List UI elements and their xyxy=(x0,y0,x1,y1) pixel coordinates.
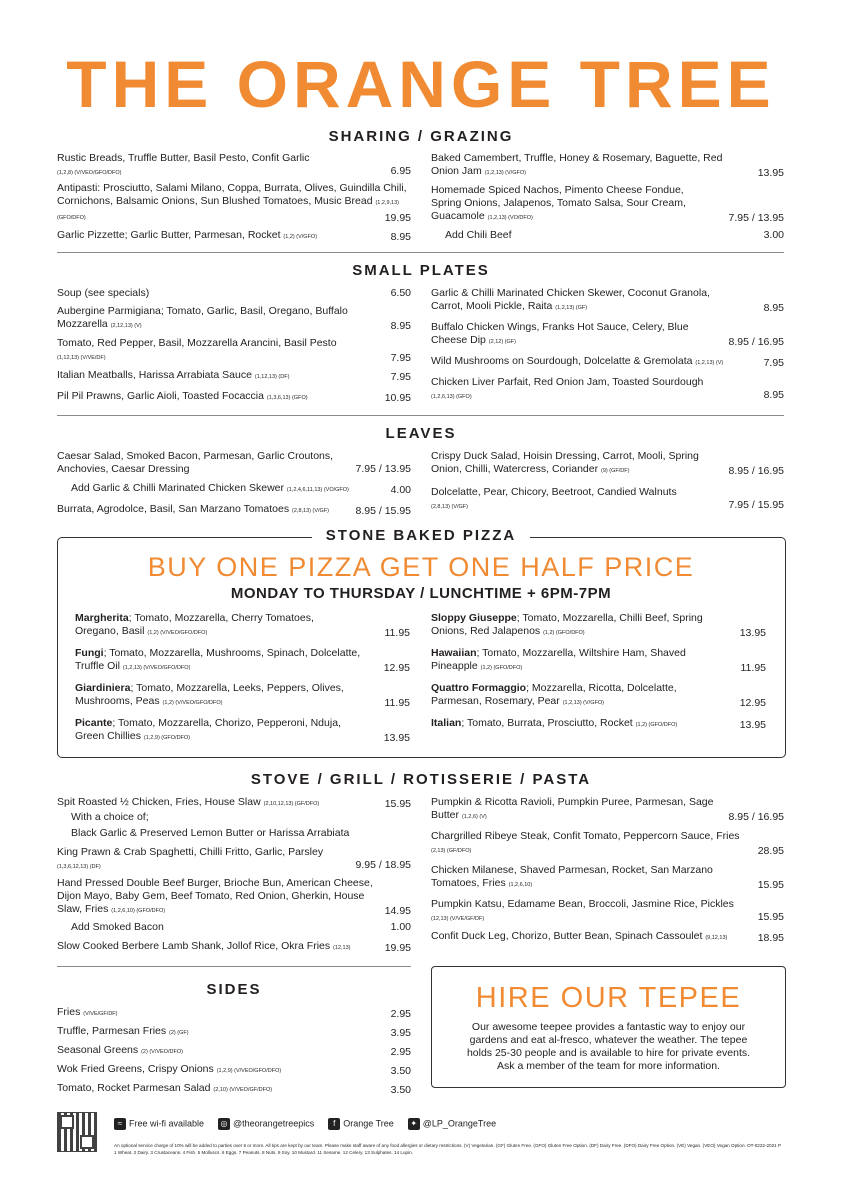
menu-item: Margherita; Tomato, Mozzarella, Cherry Tomatoes, Oregano, Basil (1,2) (V/VEO/GFO/DFO) 11.95 xyxy=(75,612,410,639)
tepee-box xyxy=(431,966,786,1088)
menu-item: Add Chili Beef 3.00 xyxy=(445,229,784,241)
menu-item: Pumpkin Katsu, Edamame Bean, Broccoli, Jasmine Rice, Pickles (12,13) (V/VE/GF/DF) 15.95 xyxy=(431,898,784,923)
menu-item: Chicken Liver Parfait, Red Onion Jam, Toasted Sourdough (1,2,6,13) (GFO) 8.95 xyxy=(431,376,784,401)
menu-item: Picante; Tomato, Mozzarella, Chorizo, Pepperoni, Nduja, Green Chillies (1,2,9) (GFO/DFO) 13.95 xyxy=(75,717,410,744)
menu-item: Slow Cooked Berbere Lamb Shank, Jollof Rice, Okra Fries (12,13) 19.95 xyxy=(57,940,411,954)
menu-item: Italian; Tomato, Burrata, Prosciutto, Rocket (1,2) (GFO/DFO) 13.95 xyxy=(431,717,766,731)
sharing-left-column xyxy=(57,152,411,244)
wifi-icon: ≈ xyxy=(114,1118,126,1130)
menu-item: Chicken Milanese, Shaved Parmesan, Rocket, San Marzano Tomatoes, Fries (1,2,6,10) 15.95 xyxy=(431,864,784,891)
menu-item-note: Black Garlic & Preserved Lemon Butter or Harissa Arrabiata xyxy=(71,827,350,839)
menu-item: Tomato, Red Pepper, Basil, Mozzarella Arancini, Basil Pesto (1,12,13) (V/VE/DF) 7.95 xyxy=(57,337,411,364)
menu-item: Rustic Breads, Truffle Butter, Basil Pesto, Confit Garlic (1,2,8) (V/VEO/GFO/DFO) 6.95 xyxy=(57,152,411,177)
stove-left-column xyxy=(57,796,411,955)
pizza-promo: BUY ONE PIZZA GET ONE HALF PRICE xyxy=(147,552,695,582)
menu-item: Italian Meatballs, Harissa Arrabiata Sauce (1,12,13) (DF) 7.95 xyxy=(57,369,411,383)
qr-code-icon[interactable] xyxy=(57,1112,97,1152)
pizza-promo-times: MONDAY TO THURSDAY / LUNCHTIME + 6PM-7PM xyxy=(230,585,612,602)
leaves-right-column xyxy=(431,450,784,512)
menu-item: Aubergine Parmigiana; Tomato, Garlic, Basil, Oregano, Buffalo Mozzarella (2,12,13) (V) 8.95 xyxy=(57,305,411,332)
menu-item: Garlic Pizzette; Garlic Butter, Parmesan, Rocket (1,2) (V/GFO) 8.95 xyxy=(57,229,411,243)
menu-item: Add Garlic & Chilli Marinated Chicken Skewer (1,2,4,6,11,13) (VO/GFO) 4.00 xyxy=(71,482,411,496)
facebook-icon: f xyxy=(328,1118,340,1130)
small-left-column xyxy=(57,287,411,405)
social-links xyxy=(114,1118,496,1130)
menu-item: Hand Pressed Double Beef Burger, Brioche Bun, American Cheese, Dijon Mayo, Baby Gem, Beef Tomato, Red Onion, Gherkin, House Slaw, Fries (1,2,6,10) (GFO/DFO) 14.95 xyxy=(57,877,411,917)
facebook-link[interactable]: f Orange Tree xyxy=(328,1118,394,1130)
sides-column xyxy=(57,1006,411,1097)
menu-item: Burrata, Agrodolce, Basil, San Marzano Tomatoes (2,8,13) (V/GF) 8.95 / 15.95 xyxy=(57,503,411,517)
section-heading-small-plates: SMALL PLATES xyxy=(352,262,490,279)
divider xyxy=(57,966,411,967)
menu-item: Baked Camembert, Truffle, Honey & Rosemary, Baguette, Red Onion Jam (1,2,13) (V/GFO) 13.95 xyxy=(431,152,784,179)
menu-item: Hawaiian; Tomato, Mozzarella, Wiltshire Ham, Shaved Pineapple (1,2) (GFO/DFO) 11.95 xyxy=(431,647,766,674)
pizza-right-column xyxy=(431,612,766,732)
twitter-icon: ✦ xyxy=(408,1118,420,1130)
menu-item: Tomato, Rocket Parmesan Salad (2,10) (V/VEO/GF/DFO) 3.50 xyxy=(57,1082,411,1096)
menu-item: Pumpkin & Ricotta Ravioli, Pumpkin Puree, Parmesan, Sage Butter (1,2,6) (V) 8.95 / 16.95 xyxy=(431,796,784,823)
section-heading-sides: SIDES xyxy=(206,981,262,998)
menu-item: Crispy Duck Salad, Hoisin Dressing, Carrot, Mooli, Spring Onion, Chilli, Watercress, Coriander (9) (GF/DF) 8.95 / 16.95 xyxy=(431,450,784,477)
allergen-fine-print: An optional service charge of 10% will be added to parties over 6 or more. All tips are kept by our team. Please make staff aware of any food allergies or dietary restrictions. (V) Vegetarian. (GF) Gluten Free. (GFO) Gluten Free Option. (DF) Dairy Free. (DFO) Dairy Free Option. (VE) Vegan. (VEO) Vegan Option. OT-0222-2021 P 1 Wheat. 2 Dairy. 3 Crustaceans. 4 Fish. 5 Molluscs. 6 Eggs. 7 Peanuts. 8 Nuts. 9 Soy. 10 Mustard. 11 Sesame. 12 Celery. 13 Sulphates. 14 Lupin. xyxy=(114,1143,782,1155)
menu-item: Confit Duck Leg, Chorizo, Butter Bean, Spinach Cassoulet (9,12,13) 18.95 xyxy=(431,930,784,944)
tepee-text: Our awesome teepee provides a fantastic way to enjoy our gardens and eat al-fresco, whatever the weather. The tepee holds 25-30 people and is available to hire for private events. Ask a member of the team for more information. xyxy=(466,1021,751,1072)
menu-item: King Prawn & Crab Spaghetti, Chilli Fritto, Garlic, Parsley (1,3,6,12,13) (DF) 9.95 / 18.95 xyxy=(57,846,411,871)
menu-item: Add Smoked Bacon 1.00 xyxy=(71,921,411,933)
menu-item: Homemade Spiced Nachos, Pimento Cheese Fondue, Spring Onions, Jalapenos, Tomato Salsa, Sour Cream, Guacamole (1,2,13) (VO/DFO) 7.95 / 13.95 xyxy=(431,184,784,224)
menu-item: Dolcelatte, Pear, Chicory, Beetroot, Candied Walnuts (2,8,13) (V/GF) 7.95 / 15.95 xyxy=(431,486,784,511)
sharing-right-column xyxy=(431,152,784,242)
section-heading-sharing: SHARING / GRAZING xyxy=(328,128,514,145)
menu-item: Fungi; Tomato, Mozzarella, Mushrooms, Spinach, Dolcelatte, Truffle Oil (1,2,13) (V/VEO/GFO/DFO) 12.95 xyxy=(75,647,410,674)
menu-item: Antipasti: Prosciutto, Salami Milano, Coppa, Burrata, Olives, Guindilla Chili, Cornichons, Balsamic Onions, Sun Blushed Tomatoes, Music Bread (1,2,9,13) (GFO/DFO) 19.95 xyxy=(57,182,411,224)
twitter-link[interactable]: ✦ @LP_OrangeTree xyxy=(408,1118,496,1130)
menu-item: Seasonal Greens (2) (V/VEO/DFO) 2.95 xyxy=(57,1044,411,1058)
menu-item: Quattro Formaggio; Mozzarella, Ricotta, Dolcelatte, Parmesan, Rosemary, Pear (1,2,13) (V/GFO) 12.95 xyxy=(431,682,766,709)
divider xyxy=(57,415,784,416)
menu-item: Caesar Salad, Smoked Bacon, Parmesan, Garlic Croutons, Anchovies, Caesar Dressing 7.95 / 13.95 xyxy=(57,450,411,475)
restaurant-title: THE ORANGE TREE xyxy=(66,47,776,121)
instagram-icon: ◎ xyxy=(218,1118,230,1130)
stove-right-column xyxy=(431,796,784,945)
menu-item-note: With a choice of; xyxy=(71,811,149,823)
menu-item: Chargrilled Ribeye Steak, Confit Tomato, Peppercorn Sauce, Fries (2,13) (GF/DFO) 28.95 xyxy=(431,830,784,857)
divider xyxy=(57,252,784,253)
menu-item: Wild Mushrooms on Sourdough, Dolcelatte & Gremolata (1,2,13) (V) 7.95 xyxy=(431,355,784,369)
leaves-left-column xyxy=(57,450,411,518)
menu-item: Soup (see specials) 6.50 xyxy=(57,287,411,299)
pizza-left-column xyxy=(75,612,410,745)
menu-item: Truffle, Parmesan Fries (2) (GF) 3.95 xyxy=(57,1025,411,1039)
wifi-info: ≈ Free wi-fi available xyxy=(114,1118,204,1130)
menu-item: Garlic & Chilli Marinated Chicken Skewer, Coconut Granola, Carrot, Mooli Pickle, Raita (1,2,13) (GF) 8.95 xyxy=(431,287,784,314)
menu-item: Spit Roasted ½ Chicken, Fries, House Slaw (2,10,12,13) (GF/DFO) 15.95 xyxy=(57,796,411,810)
menu-item: Wok Fried Greens, Crispy Onions (1,2,9) (V/VEO/GFO/DFO) 3.50 xyxy=(57,1063,411,1077)
section-heading-leaves: LEAVES xyxy=(385,425,457,442)
section-heading-stove: STOVE / GRILL / ROTISSERIE / PASTA xyxy=(250,771,592,788)
menu-item: Sloppy Giuseppe; Tomato, Mozzarella, Chilli Beef, Spring Onions, Red Jalapenos (1,2) (GFO/DFO) 13.95 xyxy=(431,612,766,639)
menu-item: Fries (V/VE/GF/DF) 2.95 xyxy=(57,1006,411,1020)
menu-item: Giardiniera; Tomato, Mozzarella, Leeks, Peppers, Olives, Mushrooms, Peas (1,2) (V/VEO/GFO/DFO) 11.95 xyxy=(75,682,410,709)
section-heading-pizza: STONE BAKED PIZZA xyxy=(0,527,842,545)
menu-item: Buffalo Chicken Wings, Franks Hot Sauce, Celery, Blue Cheese Dip (2,12) (GF) 8.95 / 16.95 xyxy=(431,321,784,348)
menu-item: Pil Pil Prawns, Garlic Aioli, Toasted Focaccia (1,3,6,13) (GFO) 10.95 xyxy=(57,390,411,404)
instagram-link[interactable]: ◎ @theorangetreepics xyxy=(218,1118,314,1130)
small-right-column xyxy=(431,287,784,402)
tepee-heading: HIRE OUR TEPEE xyxy=(475,982,742,1014)
